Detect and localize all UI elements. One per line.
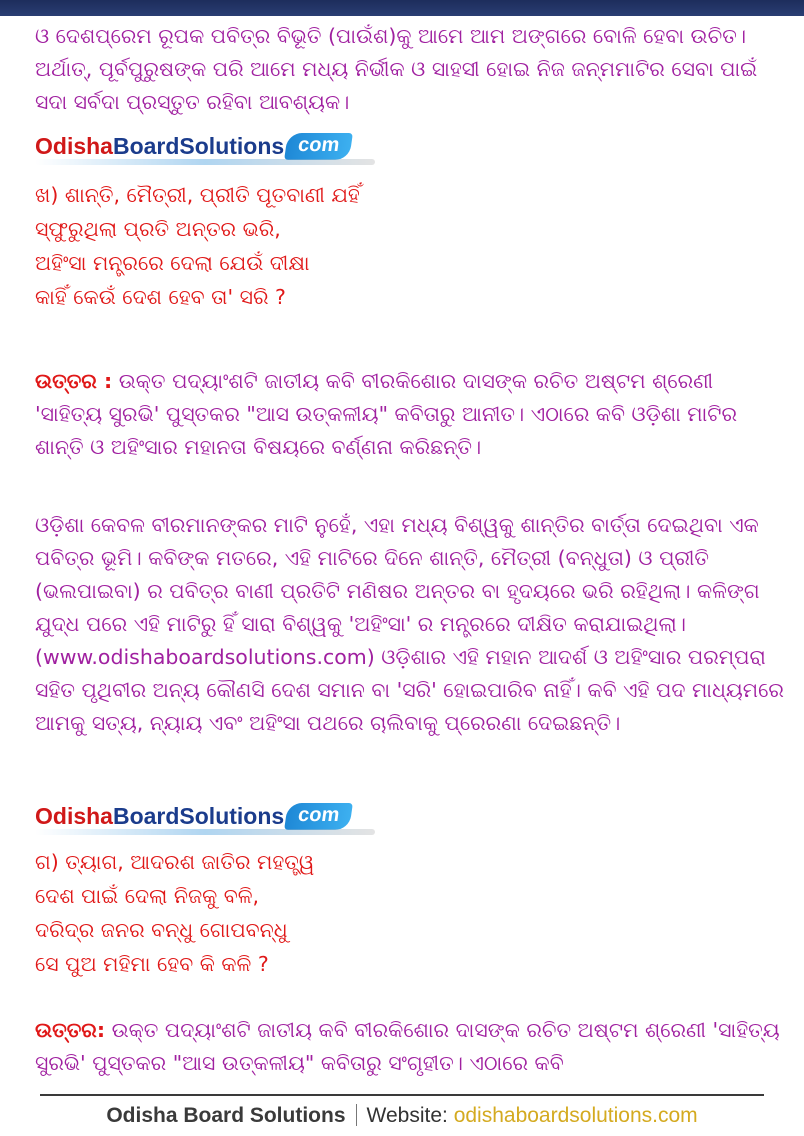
logo-com-badge: com <box>284 803 353 830</box>
logo-com-badge: com <box>284 133 353 160</box>
answer-ga <box>35 1014 784 1080</box>
footer-website-link[interactable]: odishaboardsolutions.com <box>453 1104 698 1127</box>
answer-label: ଉତ୍ତର : <box>35 369 113 393</box>
logo-text-board: Board <box>112 132 180 159</box>
logo-text-solutions: Solutions <box>179 132 285 159</box>
page-footer <box>0 1104 804 1128</box>
footer-website-label: Website: <box>366 1104 448 1127</box>
footer-separator <box>356 1104 357 1126</box>
site-logo <box>35 796 375 836</box>
logo-text-board: Board <box>112 802 180 829</box>
verse-line: ସେ ପୁଅ ମହିମା ହେବ କି କଳି ? <box>35 952 269 976</box>
verse-line: ଗ) ତ୍ୟାଗ, ଆଦରଶ ଜାତିର ମହତ୍ତ୍ୱ <box>35 850 315 874</box>
site-logo <box>35 126 375 166</box>
logo-text-solutions: Solutions <box>179 802 285 829</box>
verse-line: ଦେଶ ପାଇଁ ଦେଲା ନିଜକୁ ବଳି, <box>35 884 260 908</box>
answer-text: ଉକ୍ତ ପଦ୍ୟାଂଶଟି ଜାତୀୟ କବି ବୀରକିଶୋର ଦାସଙ୍କ ରଚିତ ଅଷ୍ଟମ ଶ୍ରେଣୀ 'ସାହିତ୍ୟ ସୁରଭି' ପୁସ୍ତକର "ଆସ ଉତ୍କଳୀୟ" କବିତାରୁ ସଂଗୃହୀତ। ଏଠାରେ କବି <box>35 1018 780 1075</box>
answer-label: ଉତ୍ତର: <box>35 1018 106 1042</box>
logo-text-odisha: Odisha <box>35 132 113 159</box>
answer-text: ଉକ୍ତ ପଦ୍ୟାଂଶଟି ଜାତୀୟ କବି ବୀରକିଶୋର ଦାସଙ୍କ ରଚିତ ଅଷ୍ଟମ ଶ୍ରେଣୀ 'ସାହିତ୍ୟ ସୁରଭି' ପୁସ୍ତକର "ଆସ ଉତ୍କଳୀୟ" କବିତାରୁ ଆନୀତ। ଏଠାରେ କବି ଓଡ଼ିଶା ମାଟିର ଶାନ୍ତି ଓ ଅହିଂସାର ମହାନତା ବିଷୟରେ ବର୍ଣ୍ଣନା କରିଛନ୍ତି। <box>35 369 738 459</box>
paragraph-intro: ଓ ଦେଶପ୍ରେମ ରୂପକ ପବିତ୍ର ବିଭୂତି (ପାଉଁଶ)କୁ ଆମେ ଆମ ଅଙ୍ଗରେ ବୋଳି ହେବା ଉଚିତ। ଅର୍ଥାତ୍, ପୂର୍ବପୁରୁଷଙ୍କ ପରି ଆମେ ମଧ୍ୟ ନିର୍ଭୀକ ଓ ସାହସୀ ହୋଇ ନିଜ ଜନ୍ମମାଟିର ସେବା ପାଇଁ ସଦା ସର୍ବଦା ପ୍ରସ୍ତୁତ ରହିବା ଆବଶ୍ୟକ। <box>35 24 758 114</box>
verse-line: ସ୍ଫୁରୁଥିଲା ପ୍ରତି ଅନ୍ତର ଭରି, <box>35 217 281 241</box>
logo-swoosh <box>35 829 375 835</box>
logo-swoosh <box>35 159 375 165</box>
paragraph-explanation: ଓଡ଼ିଶା କେବଳ ବୀରମାନଙ୍କର ମାଟି ନୁହେଁ, ଏହା ମଧ୍ୟ ବିଶ୍ୱକୁ ଶାନ୍ତିର ବାର୍ତ୍ତା ଦେଇଥିବା ଏକ ପବିତ୍ର ଭୂମି। କବିଙ୍କ ମତରେ, ଏହି ମାଟିରେ ଦିନେ ଶାନ୍ତି, ମୈତ୍ରୀ (ବନ୍ଧୁତା) ଓ ପ୍ରୀତି (ଭଲପାଇବା) ର ପବିତ୍ର ବାଣୀ ପ୍ରତିଟି ମଣିଷର ଅନ୍ତର ବା ହୃଦୟରେ ଭରି ରହିଥିଲା। କଳିଙ୍ଗ ଯୁଦ୍ଧ ପରେ ଏହି ମାଟିରୁ ହିଁ ସାରା ବିଶ୍ୱକୁ 'ଅହିଂସା' ର ମନ୍ତ୍ରରେ ଦୀକ୍ଷିତ କରାଯାଇଥିଲା।(www.odishaboardsolutions.com) ଓଡ଼ିଶାର ଏହି ମହାନ ଆଦର୍ଶ ଓ ଅହିଂସାର ପରମ୍ପରା ସହିତ ପୃଥିବୀର ଅନ୍ୟ କୌଣସି ଦେଶ ସମାନ ବା 'ସରି' ହୋଇପାରିବ ନାହିଁ। କବି ଏହି ପଦ ମାଧ୍ୟମରେ ଆମକୁ ସତ୍ୟ, ନ୍ୟାୟ ଏବଂ ଅହିଂସା ପଥରେ ଚାଲିବାକୁ ପ୍ରେରଣା ଦେଇଛନ୍ତି। <box>35 513 784 735</box>
top-banner-bar <box>0 0 804 16</box>
logo-text-odisha: Odisha <box>35 802 113 829</box>
verse-line: ଖ) ଶାନ୍ତି, ମୈତ୍ରୀ, ପ୍ରୀତି ପୂତବାଣୀ ଯହିଁ <box>35 183 360 207</box>
verse-line: ଦରିଦ୍ର ଜନର ବନ୍ଧୁ ଗୋପବନ୍ଧୁ <box>35 918 288 942</box>
verse-kha <box>35 178 784 314</box>
verse-line: ଅହିଂସା ମନ୍ତ୍ରରେ ଦେଲା ଯେଉଁ ଦୀକ୍ଷା <box>35 251 310 275</box>
footer-divider <box>40 1094 764 1096</box>
footer-brand: Odisha Board Solutions <box>106 1104 346 1127</box>
answer-kha <box>35 365 784 464</box>
verse-ga <box>35 845 784 981</box>
verse-line: କାହିଁ କେଉଁ ଦେଶ ହେବ ତା' ସରି ? <box>35 285 286 309</box>
